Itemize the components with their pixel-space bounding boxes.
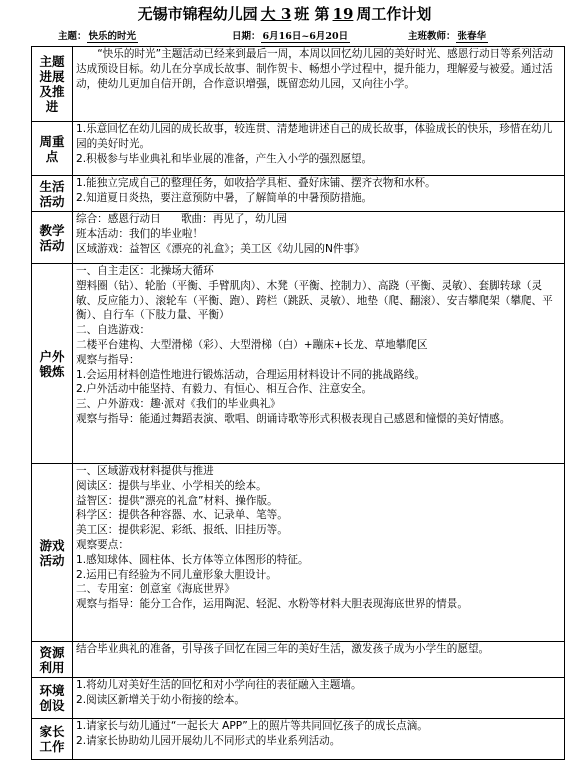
content-line: 二楼平台建构、大型滑梯（彩）、大型滑梯（白）+蹦床+长龙、草地攀爬区 (76, 338, 428, 351)
table-row (32, 464, 565, 642)
content-line: 2.户外活动中能坚持、有毅力、有恒心、相互合作、注意安全。 (76, 383, 373, 396)
content-line: 益智区：提供“漂亮的礼盒”材料、操作版。 (76, 494, 278, 507)
page-title (0, 4, 569, 24)
content-line: 2.运用已有经验为不同儿童形象大胆设计。 (76, 568, 277, 581)
content-line: 1.乐意回忆在幼儿园的成长故事，较连贯、清楚地讲述自己的成长故事，体验成长的快乐，珍惜在幼儿园的美好时光。 (76, 123, 553, 150)
content-line: 1.会运用材料创造性地进行锻炼活动，合理运用材料设计不同的挑战路线。 (76, 368, 426, 381)
content-line: 观察与指导： (76, 353, 140, 366)
row-content (73, 678, 565, 719)
content-line: 科学区：提供各种容器、水、记录单、笔等。 (76, 509, 288, 522)
teacher-label: 主班教师： (408, 31, 456, 42)
row-content (73, 642, 565, 678)
row-content (73, 176, 565, 212)
content-line: 二、专用室：创意室《海底世界》 (76, 583, 235, 596)
school-name: 无锡市锦程幼儿园 (137, 5, 258, 23)
title-suffix: 周工作计划 (356, 5, 432, 23)
row-heading: 家长工作 (32, 719, 73, 760)
table-row (32, 719, 565, 760)
content-line: 三、户外游戏：趣·派对《我们的毕业典礼》 (76, 398, 281, 411)
table-row (32, 176, 565, 212)
row-content (73, 464, 565, 642)
content-line: 班本活动：我们的毕业啦！ (76, 227, 204, 240)
date-value: 6月16日~6月20日 (262, 31, 349, 42)
row-heading: 周重点 (32, 122, 73, 176)
row-heading: 主题进展及推进 (32, 47, 73, 122)
content-line: 观察与指导：能通过舞蹈表演、歌唱、朗诵诗歌等形式积极表现自己感恩和憧憬的美好情感。 (76, 412, 511, 425)
content-line: 观察要点： (76, 538, 129, 551)
content-line: 1.感知球体、圆柱体、长方体等立体图形的特征。 (76, 553, 309, 566)
row-heading: 环境创设 (32, 678, 73, 719)
date-meta (232, 31, 350, 43)
week-number: 19 (332, 5, 354, 23)
content-line: “快乐的时光”主题活动已经来到最后一周，本周以回忆幼儿园的美好时光、感恩行动日等系列活动达成预设目标。幼儿在分享成长故事、制作贺卡、畅想小学过程中，提升能力，理解爱与被爱。通过活动，使幼儿更加自信开朗，合作意识增强，既留恋幼儿园，又向往小学。 (76, 48, 554, 90)
row-heading: 游戏活动 (32, 464, 73, 642)
row-content (73, 122, 565, 176)
content-line: 阅读区：提供与毕业、小学相关的绘本。 (76, 479, 267, 492)
table-row (32, 122, 565, 176)
table-row (32, 47, 565, 122)
content-line: 二、自选游戏： (76, 324, 151, 337)
row-heading: 生活活动 (32, 176, 73, 212)
row-heading: 资源利用 (32, 642, 73, 678)
theme-value: 快乐的时光 (88, 31, 137, 42)
row-content (73, 212, 565, 264)
table-row (32, 264, 565, 464)
content-line: 塑料圈（钻）、轮胎（平衡、手臂肌肉）、木凳（平衡、控制力）、高跷（平衡、灵敏）、套脚转球（灵敏、反应能力）、滚轮车（平衡、跑）、跨栏（跳跃、灵敏）、地垫（爬、翻滚）、安吉攀爬架（攀爬、平衡）、自行车（下肢力量、平衡） (76, 279, 553, 322)
theme-meta (58, 31, 138, 43)
table-row (32, 678, 565, 719)
content-line: 一、区域游戏材料提供与推进 (76, 465, 214, 477)
row-content (73, 264, 565, 464)
row-heading: 户外锻炼 (32, 264, 73, 464)
content-line: 观察与指导：能分工合作，运用陶泥、轻泥、水粉等材料大胆表现海底世界的情景。 (76, 598, 468, 611)
content-line: 1.能独立完成自己的整理任务，如收拾学具柜、叠好床铺、摆齐衣物和水杯。 (76, 177, 436, 189)
teacher-value: 张春华 (457, 31, 487, 42)
content-line: 2.阅读区新增关于幼小衔接的绘本。 (76, 693, 246, 706)
theme-label: 主题： (58, 31, 87, 42)
plan-table (31, 46, 565, 760)
content-line: 结合毕业典礼的准备，引导孩子回忆在园三年的美好生活，激发孩子成为小学生的愿望。 (76, 643, 490, 655)
row-content (73, 719, 565, 760)
content-line: 一、自主走区：北操场大循环 (76, 265, 214, 277)
class-name: 大 3 (260, 5, 292, 23)
teacher-meta (408, 31, 488, 43)
row-heading: 教学活动 (32, 212, 73, 264)
content-line: 2.知道夏日炎热，要注意预防中暑，了解简单的中暑预防措施。 (76, 191, 373, 204)
content-line: 1.将幼儿对美好生活的回忆和对小学向往的表征融入主题墙。 (76, 679, 362, 691)
content-line: 美工区：提供彩泥、彩纸、报纸、旧挂历等。 (76, 524, 288, 537)
table-row (32, 212, 565, 264)
content-line: 综合：感恩行动日 歌曲：再见了，幼儿园 (76, 213, 287, 225)
content-line: 2.请家长协助幼儿园开展幼儿不同形式的毕业系列活动。 (76, 734, 341, 747)
class-suffix: 班 第 (294, 5, 330, 23)
row-content (73, 47, 565, 122)
content-line: 区域游戏：益智区《漂亮的礼盒》；美工区《幼儿园的N件事》 (76, 242, 365, 255)
table-row (32, 642, 565, 678)
content-line: 1.请家长与幼儿通过“一起长大 APP”上的照片等共同回忆孩子的成长点滴。 (76, 720, 428, 732)
date-label: 日期： (232, 31, 261, 42)
content-line: 2.积极参与毕业典礼和毕业展的准备，产生入小学的强烈愿望。 (76, 152, 373, 165)
